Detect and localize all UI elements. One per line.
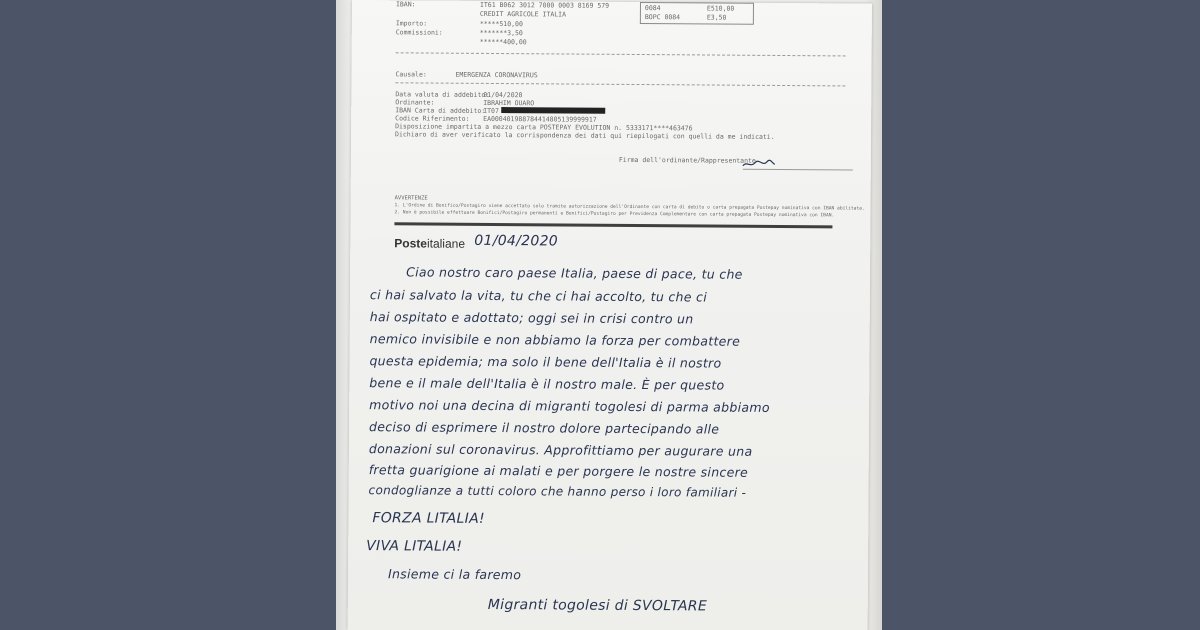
iban-label: IBAN: [395, 0, 416, 9]
data-valuta-value: 01/04/2020 [483, 90, 523, 100]
letter-line: donazioni sul coronavirus. Approfittiamo per augurare una [368, 441, 753, 459]
iban-addebito-value: IT07 [483, 106, 499, 116]
insieme-line: Insieme ci la faremo [387, 566, 522, 583]
divider [396, 52, 846, 56]
causale-label: Causale: [395, 70, 427, 79]
avvertenze-title: AVVERTENZE [394, 195, 428, 202]
logo-regular: italiane [426, 236, 466, 251]
firma-label: Firma dell'ordinante/Rappresentante [618, 155, 756, 165]
letter-line: motivo noi una decina di migranti togolesi di parma abbiamo [369, 397, 770, 415]
box-line1-left: 0084 [644, 4, 661, 13]
letter-line: hai ospitato e adottato; oggi sei in crisi contro un [369, 309, 694, 327]
avvertenze-2: 2. Non è possibile effettuare Bonifici/Postagiro permanenti e Bonifici/Postagiro per Previdenza Complementare con carta prepagata Postepay nominativa con IBAN. [394, 210, 835, 219]
logo-bold: Poste [394, 236, 428, 251]
bank-name: CREDIT AGRICOLE ITALIA [479, 9, 567, 19]
letter-line: bene e il male dell'Italia è il nostro male. È per questo [369, 375, 725, 393]
signature-line [743, 169, 853, 171]
letter-line: questa epidemia; ma solo il bene dell'Italia è il nostro [369, 353, 722, 371]
letter-photo [336, 0, 882, 630]
iban-value: IT61 B062 3012 7000 0003 8169 579 [479, 0, 610, 10]
importo-label: Importo: [395, 19, 428, 28]
poste-italiane-logo [394, 236, 465, 250]
data-valuta-label: Data valuta di addebito: [395, 90, 490, 99]
separator-bar [394, 222, 832, 228]
importo-value: *****510,00 [479, 19, 523, 29]
divider [395, 82, 845, 86]
commissioni-label: Commissioni: [395, 28, 443, 37]
letter-line: deciso di esprimere il nostro dolore partecipando alle [368, 419, 720, 437]
commissioni-value: *******3,50 [479, 28, 523, 38]
totale-value: ******400,00 [479, 37, 527, 47]
causale-value: EMERGENZA CORONAVIRUS [455, 70, 538, 80]
ordinante-label: Ordinante: [395, 98, 435, 107]
box-line1-right: E510,00 [706, 4, 735, 13]
letter-line: nemico invisibile e non abbiamo la forza per combattere [369, 331, 741, 349]
signature-scribble [741, 159, 777, 169]
letter-line: fretta guarigione ai malati e per porgere le nostre sincere [368, 462, 749, 480]
forza-italia-line: FORZA LITALIA! [372, 510, 485, 527]
receipt-paper [348, 0, 872, 630]
dichiaro-text: Dichiaro di aver verificato la corrispondenza dei dati qui riepilogati con quelli da me indicati. [395, 130, 775, 141]
viva-italia-line: VIVA LITALIA! [366, 538, 463, 555]
avvertenze-1: 1. L'Ordine di Bonifico/Postagiro viene accettato solo tramite autorizzazione dell'Ordinante con carta di debito o carta prepagata Postepay nominativa con IBAN abilitata. [394, 203, 865, 212]
box-line2-right: E3,50 [706, 13, 727, 22]
ordinante-value: IBRAHIM OUARO [483, 98, 535, 108]
handwritten-date: 01/04/2020 [474, 232, 559, 250]
letter-line: condoglianze a tutti coloro che hanno perso i loro familiari - [368, 483, 747, 500]
letter-line: Ciao nostro caro paese Italia, paese di pace, tu che [406, 264, 743, 282]
redaction-bar [501, 107, 605, 114]
letter-line: ci hai salvato la vita, tu che ci hai accolto, tu che ci [369, 287, 708, 305]
iban-addebito-label: IBAN Carta di addebito: [395, 106, 486, 115]
disposizione-text: Disposizione impartita a mezzo carta POSTEPAY EVOLUTION n. 5333171****463476 [395, 122, 693, 133]
codice-value: EA000401988784414805139999917 [483, 114, 597, 124]
signature-line-text: Migranti togolesi di SVOLTARE [487, 596, 708, 615]
amount-box [640, 2, 754, 25]
box-line2-left: BOPC 0084 [644, 13, 681, 22]
codice-label: Codice Riferimento: [395, 114, 470, 123]
